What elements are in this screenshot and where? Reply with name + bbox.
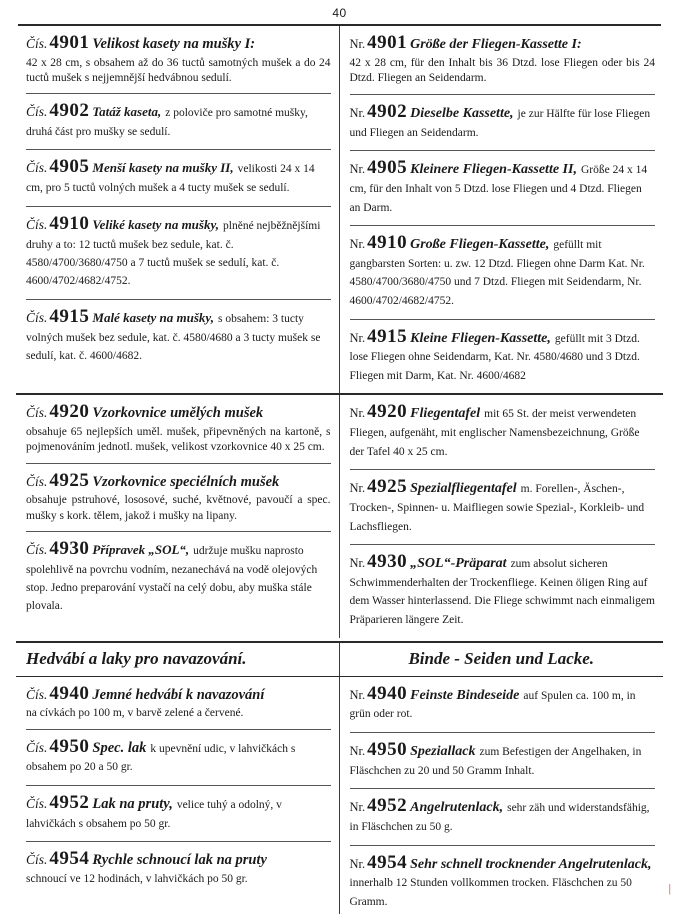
entry-4905-de — [350, 151, 656, 226]
catalog-number: 4950 — [49, 735, 90, 757]
entry-4905-cs — [26, 150, 331, 206]
entry-title: „SOL“-Präparat — [410, 556, 507, 572]
entry-title: Velikost kasety na mušky I: — [92, 36, 256, 52]
catalog-label: Čís. — [26, 309, 48, 325]
entry-title: Přípravek „SOL“, — [92, 541, 190, 557]
catalog-number: 4920 — [49, 401, 90, 423]
entry-headline — [350, 401, 656, 460]
catalog-label: Nr. — [349, 237, 366, 252]
entry-headline — [350, 795, 656, 835]
entry-description: mit 65 St. der meist verwendeten Fliegen, aufgenäht, mit englischer Namensbezeichnung, Größe der Tafel 40 x 25 cm. — [349, 408, 640, 458]
entry-title: Jemné hedvábí k navazování — [92, 686, 265, 703]
entry-title: Menší kasety na mušky II, — [92, 160, 234, 176]
entry-4915-de — [350, 320, 656, 394]
entry-title: Sehr schnell trocknender Angelrutenlack, — [410, 856, 652, 872]
entry-headline — [26, 792, 331, 832]
entry-headline — [350, 551, 656, 628]
column-german-samplecards — [340, 395, 664, 637]
entry-title: Feinste Bindeseide — [410, 687, 520, 703]
catalog-number: 4950 — [367, 738, 408, 760]
entry-4940-cs — [26, 677, 331, 730]
catalog-number: 4901 — [49, 32, 90, 53]
entry-title: Speziallack — [410, 743, 476, 759]
section-boxes — [16, 26, 663, 393]
entry-4930-cs — [26, 532, 331, 624]
catalog-label: Nr. — [349, 162, 366, 177]
entry-title: Spec. lak — [92, 739, 147, 756]
catalog-number: 4901 — [367, 32, 408, 53]
entry-4902-de — [350, 95, 656, 151]
entry-description: na cívkách po 100 m, v barvě zelené a červené. — [26, 707, 244, 720]
entry-headline — [26, 683, 331, 705]
catalog-number: 4905 — [49, 156, 90, 178]
catalog-label: Čís. — [26, 541, 48, 557]
catalog-number: 4905 — [367, 157, 408, 179]
section-silks — [16, 677, 663, 914]
catalog-number: 4902 — [49, 100, 90, 122]
entry-description: auf Spulen ca. 100 m, in grün oder rot. — [349, 689, 636, 721]
entry-description: sehr zäh und widerstandsfähig, in Fläschchen zu 50 g. — [349, 802, 650, 834]
entry-headline — [350, 683, 656, 723]
entry-headline — [26, 401, 331, 423]
entry-headline — [26, 848, 331, 870]
entry-headline — [350, 157, 656, 216]
catalog-number: 4952 — [49, 791, 90, 813]
entry-4901-cs — [26, 26, 331, 94]
entry-4950-de — [350, 733, 656, 789]
column-german-silks — [340, 677, 664, 914]
entry-description: plněné nejběžnějšími druhy a to: 12 tuctů mušek bez sedule, kat. č. 4580/4700/3680/4750 a 7 tuctů mušek se sedulí, kat. č. 4600/4702/4682/4752. — [26, 219, 321, 288]
entry-description: obsahuje 65 nejlepších uměl. mušek, připevněných na kartoně, s pojmenováním jednotl. mušek, velikost vzorkovnice 40 x 25 cm. — [26, 426, 331, 454]
entry-4910-cs — [26, 207, 331, 300]
entry-4940-de — [350, 677, 656, 733]
catalog-number: 4954 — [367, 851, 408, 873]
entry-4901-de — [350, 26, 656, 95]
catalog-label: Čís. — [26, 686, 48, 702]
entry-title: Dieselbe Kassette, — [410, 105, 514, 121]
column-czech-boxes — [16, 26, 340, 393]
catalog-label: Nr. — [349, 800, 366, 815]
entry-description: zum absolut sicheren Schwimmenderhalten der Trockenfliege. Keinen öligen Ring auf dem Wasser hinterlassend. Die Fliege schwimmt nach einmaligem Präparieren längere Zeit. — [349, 558, 655, 626]
entry-title: Spezialfliegentafel — [410, 481, 517, 497]
entry-description: 42 x 28 cm, s obsahem až do 36 tuctů samotných mušek a do 24 tuctů mušek s nejjemnější hedvábnou sedulí. — [26, 56, 331, 85]
catalog-number: 4954 — [49, 848, 90, 869]
catalog-number: 4952 — [367, 795, 408, 817]
entry-description: je zur Hälfte für lose Fliegen und Fliegen an Seidendarm. — [349, 107, 651, 139]
entry-description: m. Forellen-, Äschen-, Trocken-, Spinnen- u. Maifliegen sowie Spezial-, Korkleib- und Lachsfliegen. — [349, 483, 645, 533]
entry-title: Rychle schnoucí lak na pruty — [92, 852, 267, 868]
entry-title: Vzorkovnice speciélních mušek — [92, 473, 280, 490]
catalog-number: 4930 — [367, 551, 408, 573]
entry-headline — [26, 736, 331, 776]
catalog-label: Čís. — [26, 473, 48, 489]
entry-description: 42 x 28 cm, für den Inhalt bis 36 Dtzd. lose Fliegen oder bis 24 Dtzd. Fliegen an Seidendarm. — [349, 56, 655, 85]
entry-title: Fliegentafel — [410, 406, 481, 422]
section-title-german: Binde - Seiden und Lacke. — [408, 648, 595, 668]
entry-4925-cs — [26, 464, 331, 532]
catalog-number: 4940 — [367, 682, 408, 704]
entry-4952-de — [350, 789, 656, 845]
entry-4930-de — [350, 545, 656, 637]
catalog-label: Čís. — [26, 36, 48, 51]
entry-title: Größe der Fliegen-Kassette I: — [410, 37, 582, 52]
entry-title: Tatáž kaseta, — [92, 104, 162, 120]
entry-description: innerhalb 12 Stunden vollkommen trocken. Fläschchen zu 50 Gramm. — [349, 877, 632, 908]
entry-description: Größe 24 x 14 cm, für den Inhalt von 5 Dtzd. lose Fliegen und 4 Dtzd. Fliegen an Darm. — [349, 164, 648, 214]
corner-mark: | — [668, 881, 671, 895]
entry-4920-de — [350, 395, 656, 470]
entry-4954-de — [350, 846, 656, 914]
catalog-number: 4920 — [367, 401, 408, 423]
catalog-number: 4925 — [367, 476, 408, 498]
column-czech-samplecards — [16, 395, 340, 637]
catalog-label: Čís. — [26, 405, 48, 421]
entry-4954-cs — [26, 842, 331, 889]
catalog-label: Nr. — [349, 406, 366, 421]
entry-4910-de — [350, 226, 656, 319]
entry-headline — [26, 538, 331, 615]
entry-title: Angelrutenlack, — [410, 800, 504, 816]
catalog-label: Nr. — [349, 481, 366, 496]
catalog-number: 4910 — [49, 212, 90, 234]
entry-headline — [26, 32, 331, 54]
entry-4915-cs — [26, 300, 331, 374]
entry-title: Lak na pruty, — [92, 795, 173, 812]
catalog-label: Čís. — [26, 852, 48, 867]
catalog-label: Čís. — [26, 216, 48, 232]
entry-description: gefüllt mit gangbarsten Sorten: u. zw. 12 Dtzd. Fliegen ohne Darm Kat. Nr. 4580/4700/3680/4750 und 7 Dtzd. Fliegen mit Seidendarm, Nr. 4600/4702/4682/4752. — [349, 239, 645, 307]
entry-headline — [350, 739, 656, 779]
entry-description: z poloviče pro samotné mušky, druhá část pro mušky se sedulí. — [26, 107, 308, 139]
catalog-label: Nr. — [349, 105, 366, 120]
catalog-number: 4902 — [367, 100, 408, 122]
catalog-label: Nr. — [349, 856, 366, 871]
entry-headline — [26, 213, 331, 290]
entry-description: udržuje mušku naprosto spolehlivě na povrchu vodním, nezanechává na vodě olejových stop. Jedno preparování vystačí na celý dobu, aby muška stále plovala. — [26, 544, 318, 613]
column-german-boxes — [340, 26, 664, 393]
entry-4920-cs — [26, 395, 331, 463]
page-number: 40 — [332, 6, 347, 20]
catalog-label: Nr. — [349, 687, 366, 702]
catalog-label: Čís. — [26, 795, 48, 811]
entry-headline — [350, 476, 656, 535]
entry-title: Kleinere Fliegen-Kassette II, — [410, 162, 577, 178]
catalog-label: Čís. — [26, 160, 48, 176]
catalog-number: 4925 — [49, 469, 90, 491]
entry-headline — [350, 852, 656, 911]
catalog-number: 4915 — [49, 305, 90, 327]
entry-description: velikosti 24 x 14 cm, pro 5 tuctů volných mušek a 4 tucty mušek se sedulí. — [26, 163, 315, 195]
catalog-label: Nr. — [349, 743, 366, 758]
entry-title: Große Fliegen-Kassette, — [410, 237, 550, 253]
catalog-label: Čís. — [26, 104, 48, 120]
entry-description: s obsahem: 3 tucty volných mušek bez sedule, kat. č. 4580/4680 a 3 tucty mušek se sedulí, kat. č. 4600/4682. — [26, 312, 321, 362]
catalog-label: Nr. — [349, 330, 366, 345]
entry-description: velice tuhý a odolný, v lahvičkách s obsahem po 50 gr. — [26, 798, 282, 830]
entry-title: Veliké kasety na mušky, — [92, 216, 220, 232]
entry-4950-cs — [26, 730, 331, 786]
entry-headline — [26, 470, 331, 492]
catalog-label: Nr. — [349, 556, 366, 571]
entry-description: k upevnění udic, v lahvičkách s obsahem po 20 a 50 gr. — [26, 742, 296, 774]
catalog-label: Nr. — [349, 37, 366, 51]
entry-headline — [350, 101, 656, 141]
catalog-label: Čís. — [26, 739, 48, 755]
entry-title: Kleine Fliegen-Kassette, — [410, 330, 551, 346]
entry-description: obsahuje pstruhové, lososové, suché, květnové, pavoučí a spec. mušky s kork. tělem, jakož i mušky na lipany. — [26, 494, 331, 522]
entry-headline — [26, 100, 331, 140]
entry-description: schnoucí ve 12 hodinách, v lahvičkách po 50 gr. — [26, 872, 248, 885]
entry-headline — [350, 32, 656, 54]
entry-description: zum Befestigen der Angelhaken, in Fläschchen zu 20 und 50 Gramm Inhalt. — [349, 745, 642, 777]
entry-headline — [26, 156, 331, 196]
catalog-number: 4930 — [49, 537, 90, 559]
entry-title: Vzorkovnice umělých mušek — [92, 405, 264, 422]
entry-4902-cs — [26, 94, 331, 150]
entry-description: gefüllt mit 3 Dtzd. lose Fliegen ohne Seidendarm, Kat. Nr. 4580/4680 und 3 Dtzd. Fliegen mit Darm, Kat. Nr. 4600/4682 — [349, 332, 640, 382]
section-header-band — [16, 641, 663, 677]
catalog-number: 4940 — [49, 682, 90, 704]
catalog-number: 4910 — [367, 232, 408, 254]
section-samplecards — [16, 395, 663, 637]
entry-4925-de — [350, 470, 656, 545]
entry-headline — [350, 326, 656, 385]
catalog-number: 4915 — [367, 325, 408, 347]
section-title-czech: Hedvábí a laky pro navazování. — [16, 643, 340, 676]
entry-headline — [26, 306, 331, 365]
entry-headline — [350, 232, 656, 309]
entry-4952-cs — [26, 786, 331, 842]
column-czech-silks — [16, 677, 340, 914]
entry-title: Malé kasety na mušky, — [92, 309, 214, 325]
